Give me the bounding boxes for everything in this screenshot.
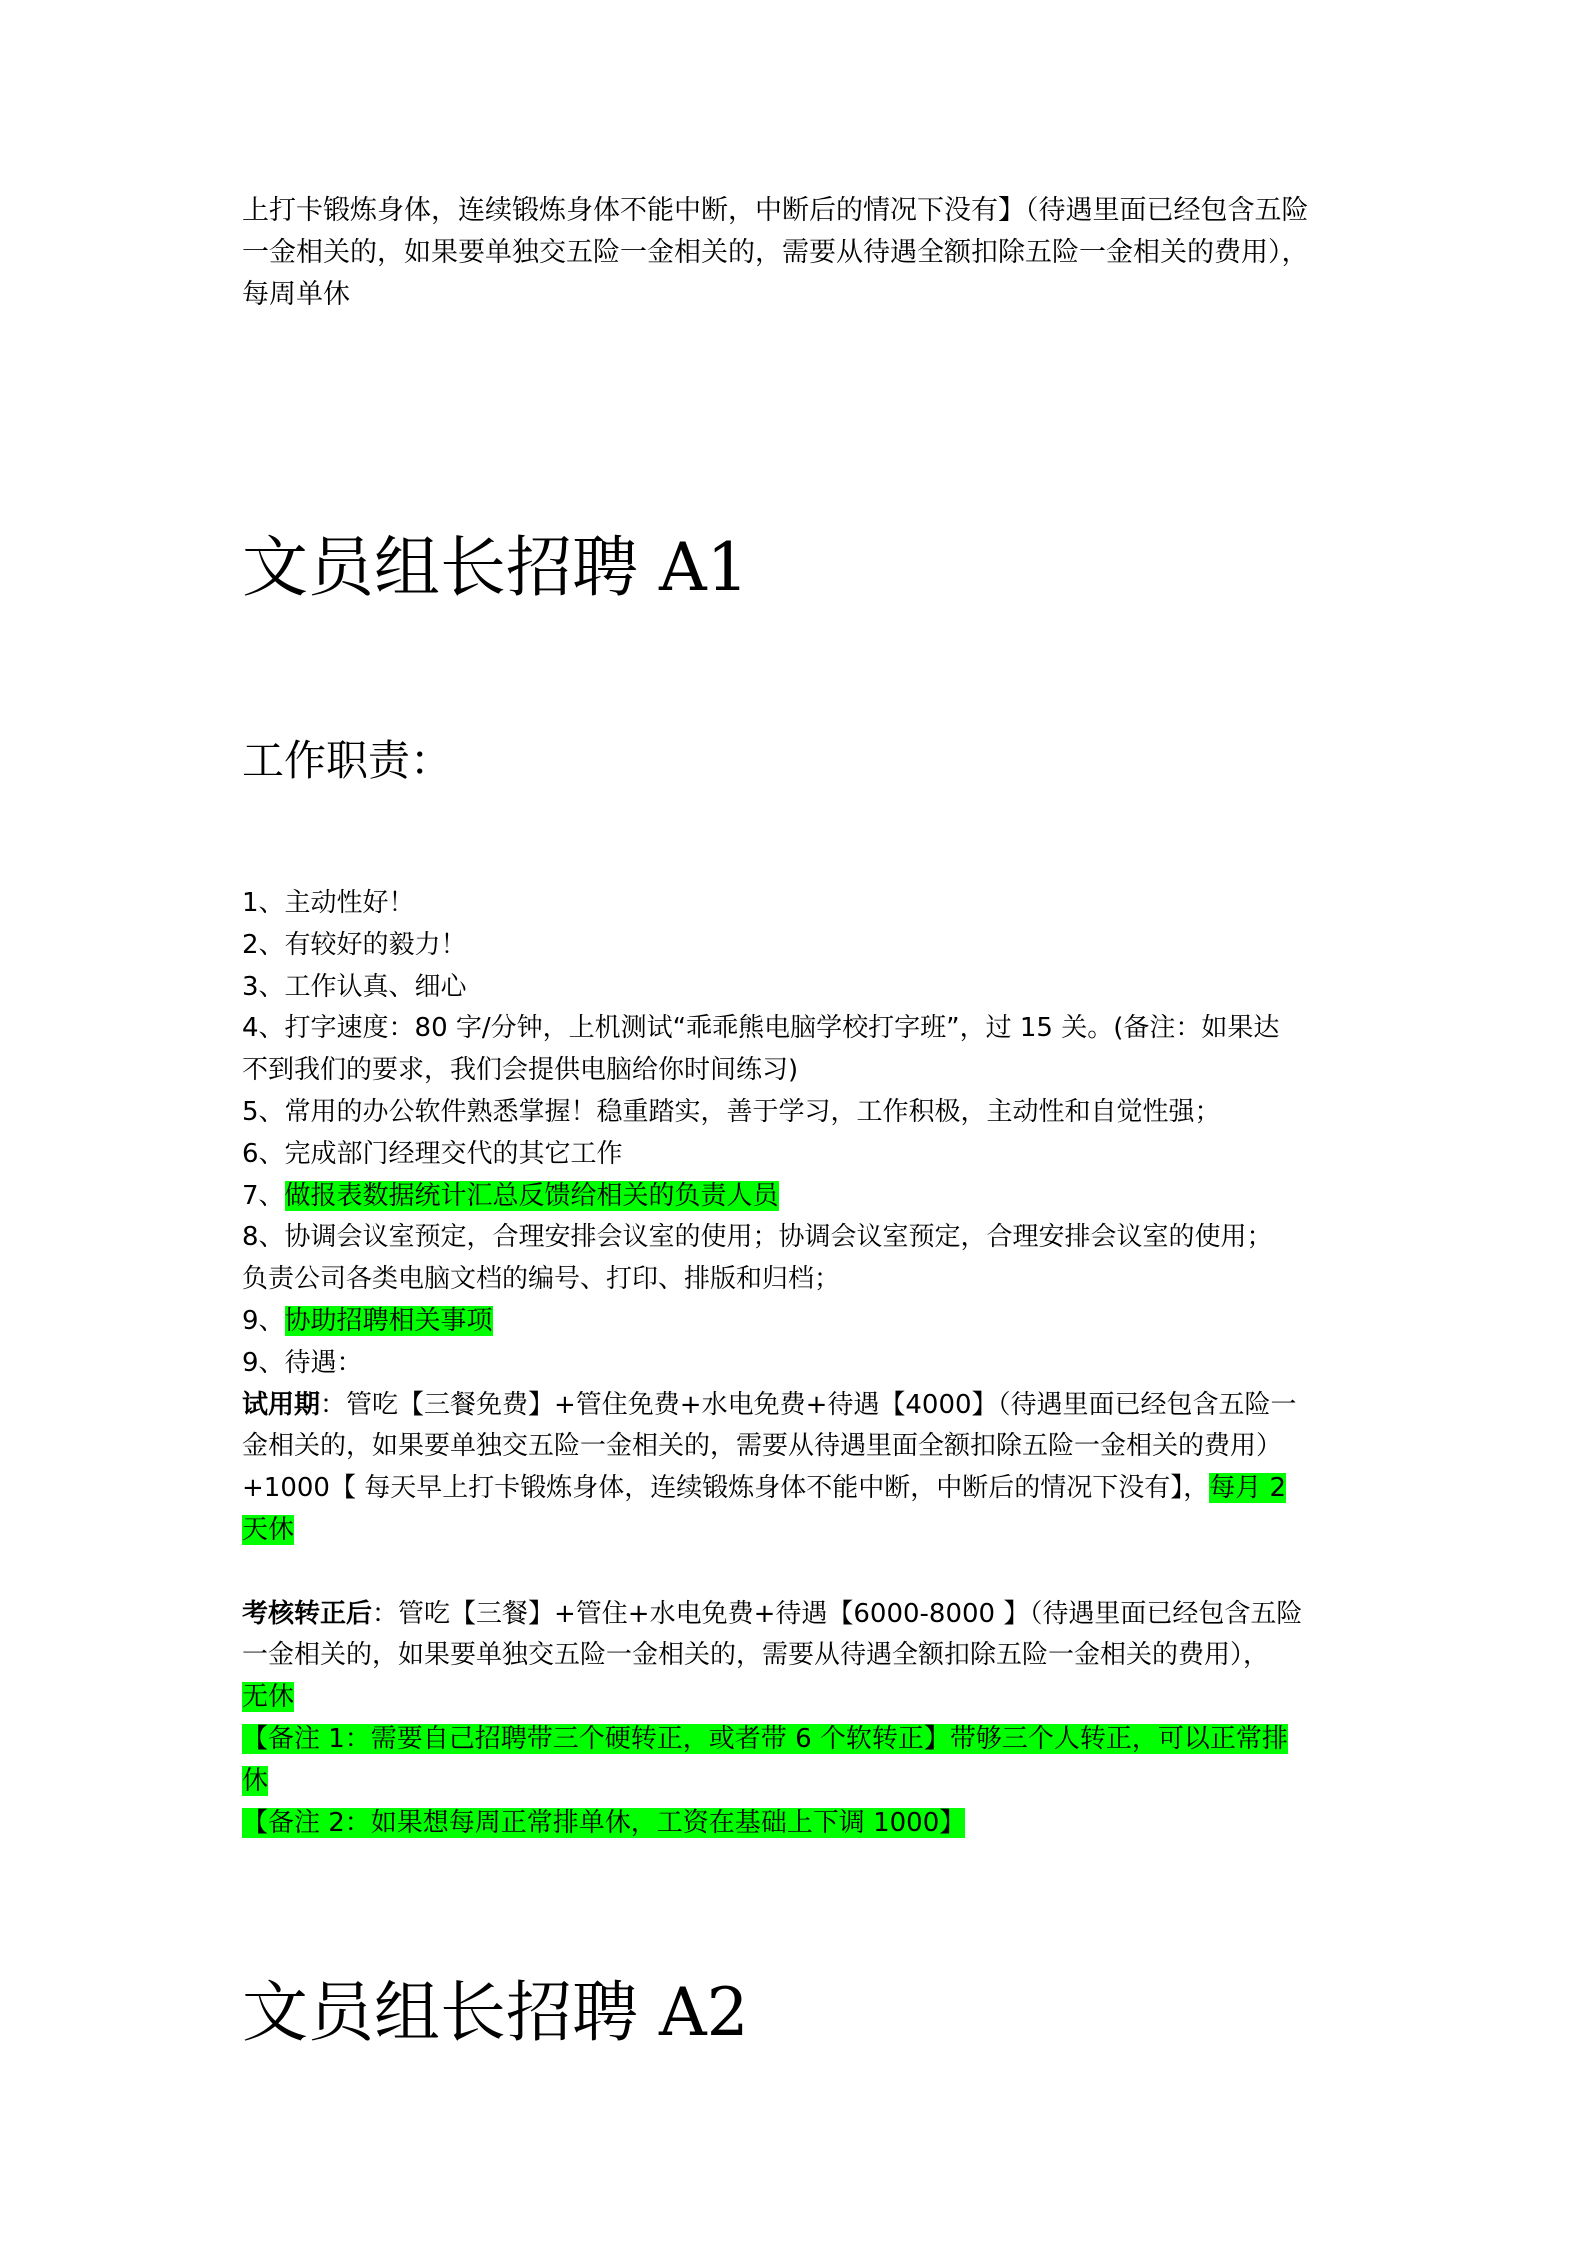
regular-line	[242, 1594, 1357, 1636]
probation-label: 试用期	[242, 1389, 321, 1420]
probation-line	[242, 1510, 1357, 1552]
note-line	[242, 1803, 1357, 1845]
list-item	[242, 1301, 1357, 1343]
note-1: 【备注 1：需要自己招聘带三个硬转正，或者带 6 个软转正】带够三个人转正，可以正常排	[242, 1723, 1288, 1754]
section-title-a1: 文员组长招聘 A1	[242, 529, 749, 606]
list-item: 5、常用的办公软件熟悉掌握！稳重踏实，善于学习，工作积极，主动性和自觉性强；	[242, 1096, 1221, 1127]
note-1-continued: 休	[242, 1765, 269, 1796]
highlighted-text: 协助招聘相关事项	[284, 1305, 493, 1336]
note-2: 【备注 2：如果想每周正常排单休，工资在基础上下调 1000】	[242, 1807, 966, 1838]
regular-line: 一金相关的，如果要单独交五险一金相关的，需要从待遇全额扣除五险一金相关的费用），	[242, 1640, 1270, 1671]
list-item: 9、待遇：	[242, 1347, 363, 1378]
list-item: 1、主动性好！	[242, 888, 415, 918]
duties-list	[242, 883, 1357, 1844]
regular-text: ：管吃【三餐】+管住+水电免费+待遇【6000-8000 】（待遇里面已经包含五险	[372, 1598, 1303, 1629]
intro-paragraph	[242, 190, 1357, 316]
list-item	[242, 1176, 1357, 1218]
probation-line	[242, 1468, 1357, 1510]
blank-line	[242, 1552, 1357, 1594]
intro-line: 一金相关的，如果要单独交五险一金相关的，需要从待遇全额扣除五险一金相关的费用），	[242, 237, 1309, 268]
highlighted-text: 每月 2	[1209, 1473, 1287, 1504]
probation-text: +1000【 每天早上打卡锻炼身体，连续锻炼身体不能中断，中断后的情况下没有】，	[242, 1473, 1210, 1504]
duties-heading: 工作职责：	[242, 736, 453, 785]
note-line	[242, 1761, 1357, 1803]
highlighted-text: 做报表数据统计汇总反馈给相关的负责人员	[284, 1180, 779, 1211]
probation-line	[242, 1385, 1357, 1427]
list-item-continued: 不到我们的要求，我们会提供电脑给你时间练习)	[242, 1055, 799, 1086]
item-number: 9、	[242, 1305, 285, 1336]
item-number: 7、	[242, 1180, 285, 1211]
list-item: 2、有较好的毅力！	[242, 929, 467, 960]
probation-text: ：管吃【三餐免费】+管住免费+水电免费+待遇【4000】（待遇里面已经包含五险一	[320, 1389, 1297, 1420]
probation-line: 金相关的，如果要单独交五险一金相关的，需要从待遇里面全额扣除五险一金相关的费用）	[242, 1431, 1283, 1462]
note-line	[242, 1719, 1357, 1761]
list-item: 6、完成部门经理交代的其它工作	[242, 1138, 623, 1169]
list-item: 3、工作认真、细心	[242, 971, 467, 1002]
regular-label: 考核转正后	[242, 1598, 373, 1629]
section-title-a2: 文员组长招聘 A2	[242, 1974, 749, 2051]
list-item: 4、打字速度：80 字/分钟，上机测试“乖乖熊电脑学校打字班”，过 15 关。(备注：如果达	[242, 1013, 1280, 1044]
intro-line: 上打卡锻炼身体，连续锻炼身体不能中断，中断后的情况下没有】（待遇里面已经包含五险	[242, 195, 1309, 226]
list-item: 8、协调会议室预定，合理安排会议室的使用；协调会议室预定，合理安排会议室的使用；	[242, 1222, 1273, 1253]
list-item-continued: 负责公司各类电脑文档的编号、打印、排版和归档；	[242, 1264, 841, 1295]
highlighted-text: 天休	[242, 1514, 295, 1545]
highlighted-text: 无休	[242, 1682, 295, 1713]
regular-line	[242, 1677, 1357, 1719]
intro-line: 每周单休	[242, 279, 350, 310]
